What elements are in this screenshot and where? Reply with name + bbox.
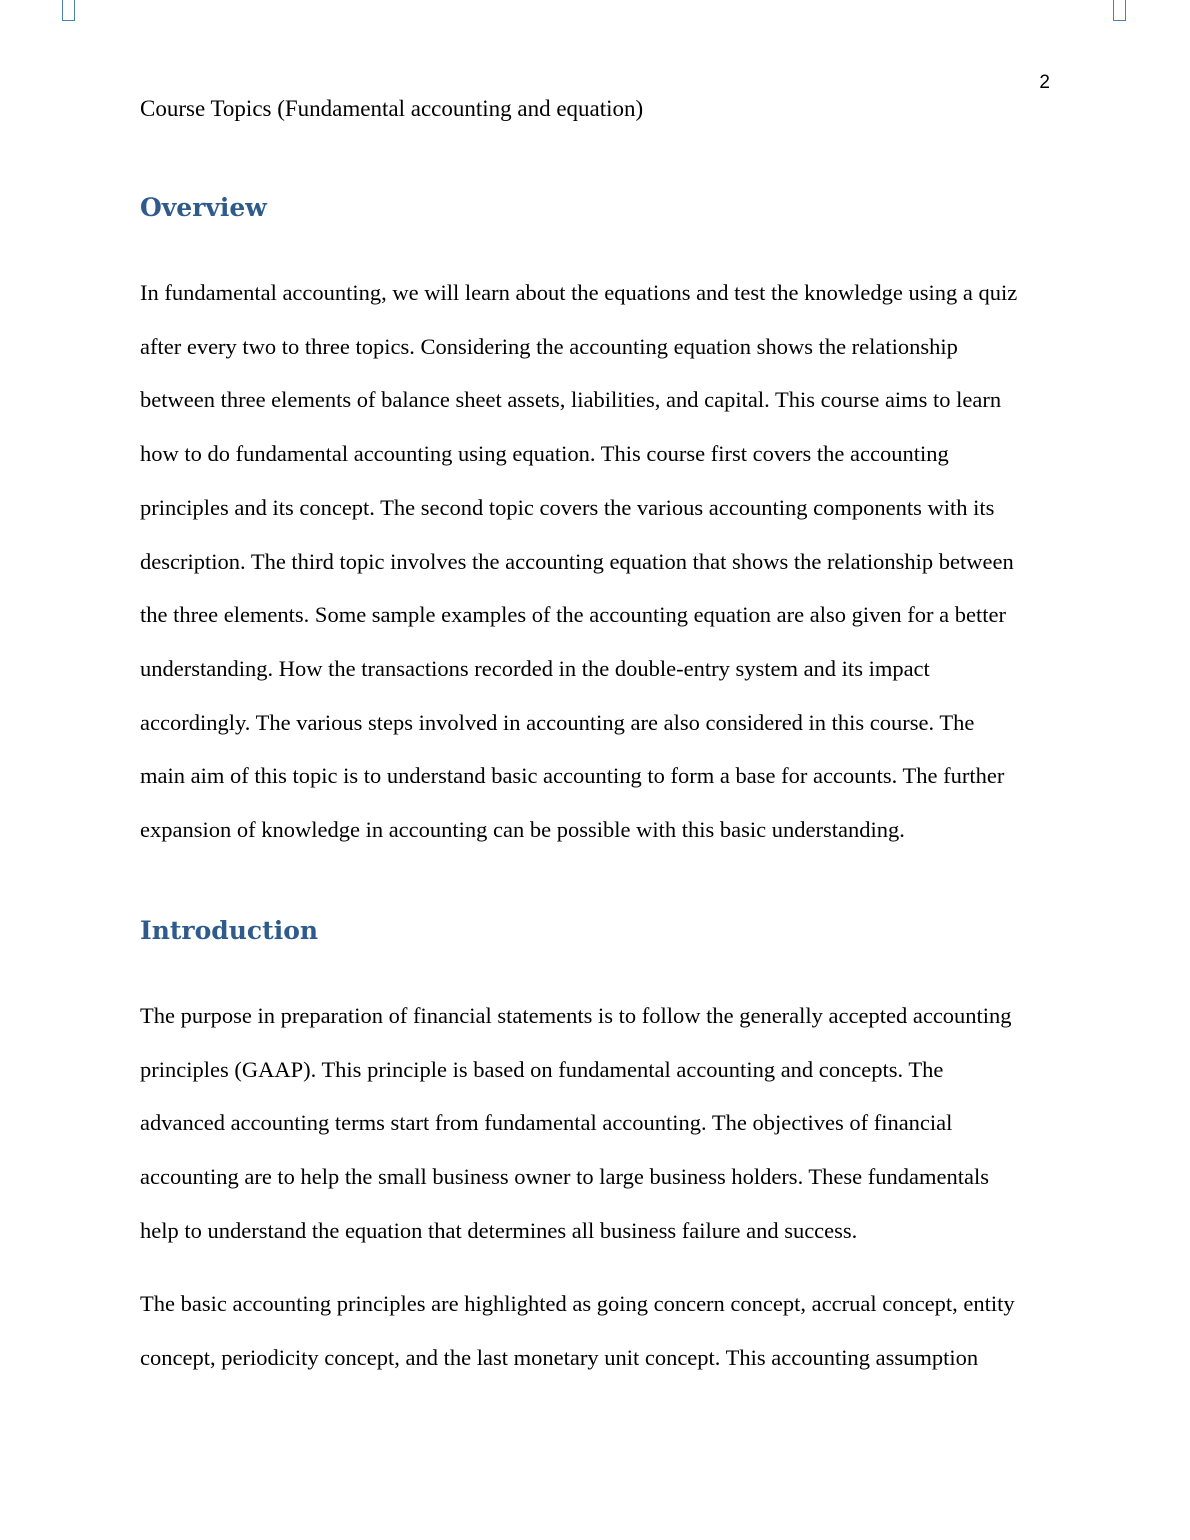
text-line: help to understand the equation that determines all business failure and success. [140,1217,858,1243]
introduction-paragraph-2 [140,1277,1055,1384]
crop-mark-left-icon [62,0,75,21]
text-line: between three elements of balance sheet assets, liabilities, and capital. This course aims to learn [140,387,1002,413]
text-line: understanding. How the transactions recorded in the double-entry system and its impact [140,655,930,681]
running-head: Course Topics (Fundamental accounting and equation) [140,96,644,121]
text-line: The purpose in preparation of financial statements is to follow the generally accepted accounting [140,1003,1012,1028]
text-line: accounting are to help the small business owner to large business holders. These fundamentals [140,1164,989,1190]
text-line: the three elements. Some sample examples of the accounting equation are also given for a better [140,602,1006,628]
text-line: principles (GAAP). This principle is based on fundamental accounting and concepts. The [140,1056,944,1082]
text-line: advanced accounting terms start from fundamental accounting. The objectives of financial [140,1110,953,1136]
crop-mark-right-icon [1113,0,1126,21]
text-line: In fundamental accounting, we will learn about the equations and test the knowledge using a quiz [140,280,1018,305]
text-line: description. The third topic involves the accounting equation that shows the relationship between [140,548,1014,574]
text-line: The basic accounting principles are highlighted as going concern concept, accrual concept, entity [140,1291,1015,1316]
text-line: main aim of this topic is to understand basic accounting to form a base for accounts. The further [140,763,1005,789]
page-number: 2 [1039,72,1050,93]
introduction-heading: Introduction [140,916,319,945]
overview-paragraph [140,266,1055,857]
text-line: accordingly. The various steps involved in accounting are also considered in this course. The [140,709,975,735]
text-line: how to do fundamental accounting using equation. This course first covers the accounting [140,441,949,467]
text-line: after every two to three topics. Considering the accounting equation shows the relationship [140,333,958,359]
text-line: expansion of knowledge in accounting can be possible with this basic understanding. [140,817,905,843]
overview-heading: Overview [140,193,267,222]
text-line: principles and its concept. The second topic covers the various accounting components with its [140,494,995,520]
introduction-paragraph-1 [140,989,1055,1258]
text-line: concept, periodicity concept, and the last monetary unit concept. This accounting assumption [140,1344,979,1370]
